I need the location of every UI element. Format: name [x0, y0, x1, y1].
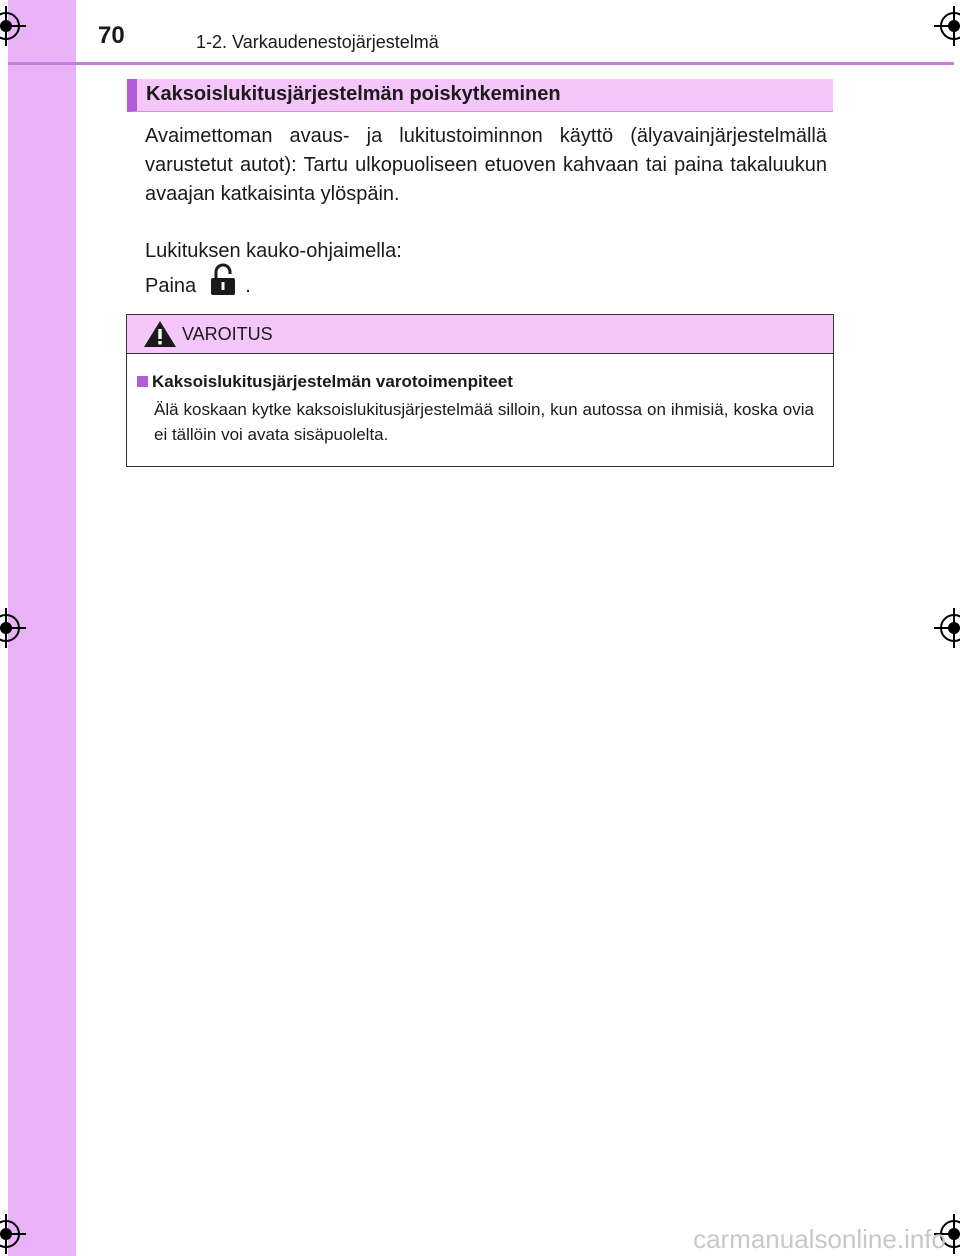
- warning-triangle-icon: [143, 320, 177, 353]
- registration-mark-bottom-left: [0, 1214, 26, 1254]
- registration-mark-mid-left: [0, 608, 26, 648]
- warning-header: [127, 315, 833, 354]
- warning-item-title: Kaksoislukitusjärjestelmän varotoimenpiteet: [152, 372, 513, 391]
- registration-mark-top-left: [0, 6, 26, 46]
- warning-box: [126, 314, 834, 467]
- warning-item-text: Älä koskaan kytke kaksoislukitusjärjestelmää silloin, kun autossa on ihmisiä, koska ovia ei tällöin voi avata sisäpuolelta.: [154, 400, 814, 444]
- press-suffix: .: [245, 274, 251, 297]
- bullet-square: [137, 376, 148, 387]
- unlock-icon: [210, 263, 236, 304]
- warning-label: VAROITUS: [182, 324, 273, 344]
- registration-mark-mid-right: [934, 608, 960, 648]
- section-heading: [127, 79, 833, 112]
- paragraph-smart-key: Avaimettoman avaus- ja lukitustoiminnon käyttö (älyavainjärjestelmällä varustetut autot): Tartu ulkopuoliseen etuoven kahvaan tai paina takaluukun avaajan katkaisinta ylöspäin.: [145, 125, 827, 205]
- press-instruction: [145, 266, 827, 307]
- paragraph-remote: [145, 237, 827, 307]
- registration-mark-top-right: [934, 6, 960, 46]
- page-number: 70: [98, 22, 125, 49]
- watermark: carmanualsonline.info: [693, 1224, 946, 1254]
- press-prefix: Paina: [145, 274, 197, 297]
- section-heading-text: Kaksoislukitusjärjestelmän poiskytkeminen: [146, 83, 561, 105]
- remote-label: Lukituksen kauko-ohjaimella:: [145, 240, 402, 262]
- header-rule: [8, 62, 954, 65]
- chapter-title: 1-2. Varkaudenestojärjestelmä: [196, 32, 439, 52]
